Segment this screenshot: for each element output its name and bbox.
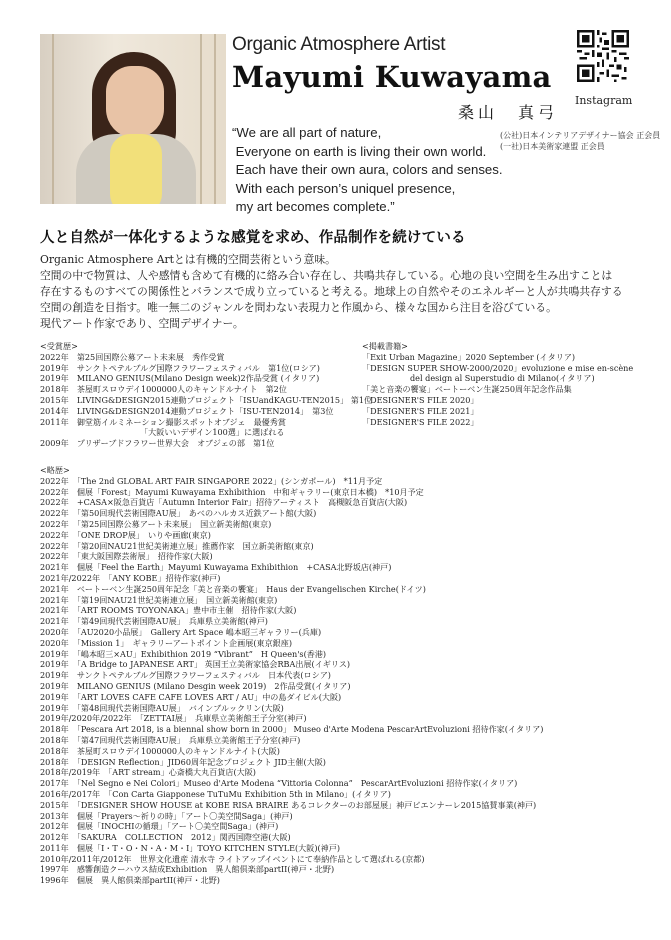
awards-row (40, 406, 372, 417)
history-year: 2021年 (40, 594, 69, 605)
history-row (40, 638, 543, 649)
history-row (40, 573, 543, 584)
history-year: 2010年/2011年/2012年 (40, 853, 132, 864)
awards-text: 茶屋町スロウデイ1000000人のキャンドルナイト 第2位 (76, 384, 287, 395)
awards-row (40, 395, 372, 406)
artist-name-jp: 桑山 真弓 (458, 103, 559, 122)
history-row (40, 649, 543, 660)
association-item: (公社)日本インテリアデザイナー協会 正会員 (500, 131, 661, 140)
awards-heading: <受賞歴> (40, 341, 78, 351)
history-text: 「DESIGN Reflection」JID60周年記念プロジェクト JID主催(大阪) (76, 756, 326, 767)
history-row (40, 497, 543, 508)
history-section (40, 465, 543, 886)
history-row (40, 530, 543, 541)
history-row (40, 713, 543, 724)
history-year: 2017年 (40, 778, 69, 789)
artist-photo (40, 34, 226, 204)
history-year: 1997年 (40, 864, 69, 875)
history-heading: <略歴> (40, 465, 70, 475)
history-row (40, 584, 543, 595)
history-year: 2022年 (40, 540, 69, 551)
history-year: 2022年 (40, 518, 69, 529)
history-year: 2021年 (40, 583, 69, 594)
history-row (40, 778, 543, 789)
history-text: 「Mission 1」 ギャラリーアートポイント企画展(東京銀座) (76, 637, 293, 648)
history-text: 世界文化遺産 清水寺 ライトアップイベントにて奉納作品として選ばれる(京都) (139, 853, 425, 864)
history-row (40, 551, 543, 562)
history-row (40, 670, 543, 681)
publication-item: del design al Superstudio di Milano(イタリア) (410, 373, 595, 384)
history-year: 2019年 (40, 680, 69, 691)
intro-line: 空間の創造を目指す。唯一無二のジャンルを問わない表現力と作風から、様々な国から注目を浴びている。 (40, 301, 557, 314)
intro-line: 存在するものすべての関係性とバランスで成り立っていると考える。地球上の自然やそのエネルギーと人が共鳴共存する (40, 285, 623, 298)
history-text: 「第49回現代芸術国際AU展」 兵庫県立美術館(神戸) (76, 616, 268, 627)
history-text: 感響創造クーハウス結成Exhibition 異人館倶楽部partII(神戸・北野) (76, 864, 335, 875)
history-year: 2012年 (40, 821, 69, 832)
awards-text: 御堂筋イルミネーション撮影スポットオブジェ 最優秀賞 (76, 416, 286, 427)
awards-text: LIVING&DESIGN2015連動プロジェクト「ISUandKAGU-TEN2015」 第1位 (76, 394, 373, 405)
headline: 人と自然が一体化するような感覚を求め、作品制作を続けている (40, 229, 466, 246)
history-text: 「ANY KOBE」招待作家(神戸) (108, 572, 221, 583)
history-year: 2015年 (40, 799, 69, 810)
awards-year: 2019年 (40, 373, 69, 384)
awards-year: 2014年 (40, 405, 69, 416)
history-row (40, 724, 543, 735)
awards-row (40, 427, 372, 438)
publication-item: 「美と音楽の饗宴」ベートーベン生誕250周年記念作品集 (362, 384, 572, 395)
history-year: 2022年 (40, 475, 69, 486)
awards-text: プリザーブドフラワー世界大会 オブジェの部 第1位 (76, 438, 275, 449)
history-text: 「ZETTAI展」 兵庫県立美術館王子分室(神戸) (139, 713, 307, 724)
history-row (40, 843, 543, 854)
history-text: 個展「I・T・O・N・A・M・I」TOYO KITCHEN STYLE(大阪)(神戸) (76, 842, 341, 853)
publication-item: 「DESIGNER'S FILE 2021」 (362, 405, 479, 416)
history-row (40, 605, 543, 616)
history-year: 2021年/2022年 (40, 572, 101, 583)
history-year: 2018年 (40, 734, 69, 745)
history-row (40, 800, 543, 811)
awards-row (40, 352, 372, 363)
awards-year: 2018年 (40, 384, 69, 395)
history-row (40, 487, 543, 498)
awards-year: 2009年 (40, 438, 69, 449)
history-text: 個展 異人館倶楽部partII(神戸・北野) (76, 875, 220, 886)
history-row (40, 627, 543, 638)
history-row (40, 864, 543, 875)
awards-text: サンクトペテルブルグ国際フラワーフェスティバル 第1位(ロシア) (76, 362, 320, 373)
awards-text: 「大阪いいデザイン100選」に選ばれる (144, 427, 285, 438)
history-row (40, 854, 543, 865)
history-text: 「第50回現代芸術国際AU展」 あべのハルカス近鉄アート館(大阪) (76, 508, 317, 519)
history-row (40, 832, 543, 843)
history-text: サンクトペテルブルグ国際フラワーフェスティバル 日本代表(ロシア) (76, 670, 331, 681)
awards-row (40, 363, 372, 374)
history-year: 2019年 (40, 659, 69, 670)
history-row (40, 789, 543, 800)
history-text: 「ART LOVES CAFE CAFE LOVES ART / AU」中の島ダイビル(大阪) (76, 691, 342, 702)
history-row (40, 703, 543, 714)
history-text: 個展「Prayers～祈りの時」「アート〇美空間Saga」(神戸) (76, 810, 293, 821)
subtitle: Organic Atmosphere Artist (232, 34, 446, 55)
history-year: 2011年 (40, 842, 69, 853)
history-year: 2019年 (40, 702, 69, 713)
history-row (40, 681, 543, 692)
history-year: 1996年 (40, 875, 69, 886)
awards-row (40, 384, 372, 395)
history-year: 2021年 (40, 562, 69, 573)
history-row (40, 875, 543, 886)
history-year: 2022年 (40, 486, 69, 497)
publication-item: 「DESIGNER'S FILE 2020」 (362, 394, 479, 405)
awards-row (40, 438, 372, 449)
history-text: 「Pescara Art 2018, is a biennal show born in 2000」 Museo d'Arte Modena PescarArtEvoluzioni 招待作家(イタリア) (76, 724, 544, 735)
history-text: 「The 2nd GLOBAL ART FAIR SINGAPORE 2022」(シンガポール) *11月予定 (76, 475, 383, 486)
history-year: 2016年/2017年 (40, 788, 101, 799)
history-text: 「第19回NAU21世紀美術連立展」 国立新美術館(東京) (76, 594, 278, 605)
awards-row (40, 417, 372, 428)
history-text: MILANO GENIUS (Milano Desgin week 2019) 2作品受賞(イタリア) (76, 680, 351, 691)
history-year: 2019年 (40, 691, 69, 702)
history-year: 2021年 (40, 616, 69, 627)
qr-label: Instagram (575, 94, 633, 107)
artist-name: Mayumi Kuwayama (232, 60, 552, 94)
publications-section (362, 341, 633, 427)
history-text: 「第47回現代芸術国際AU展」 兵庫県立美術館王子分室(神戸) (76, 734, 301, 745)
history-year: 2022年 (40, 551, 69, 562)
history-year: 2019年 (40, 648, 69, 659)
history-text: 「第20回NAU21世紀美術連立展」推薦作家 国立新美術館(東京) (76, 540, 314, 551)
history-text: 「東大阪国際芸術展」 招待作家(大阪) (76, 551, 213, 562)
awards-row (40, 373, 372, 384)
history-row (40, 757, 543, 768)
history-year: 2019年/2020年/2022年 (40, 713, 132, 724)
history-row (40, 821, 543, 832)
history-text: 茶屋町スロウデイ1000000人のキャンドルナイト(大阪) (76, 745, 280, 756)
history-text: ベートーベン生誕250周年記念「美と音楽の饗宴」 Haus der Evangelischen Kirche(ドイツ) (76, 583, 426, 594)
history-row (40, 746, 543, 757)
intro-text (40, 252, 623, 332)
history-text: 「A Bridge to JAPANESE ART」 英国王立美術家協会RBA出展(イギリス) (76, 659, 351, 670)
awards-year: 2011年 (40, 416, 69, 427)
history-year: 2022年 (40, 497, 69, 508)
history-row (40, 767, 543, 778)
intro-line: Organic Atmosphere Artとは有機的空間芸術という意味。 (40, 253, 336, 266)
history-text: 個展「INOCHIの循環」「アート〇美空間Saga」(神戸) (76, 821, 279, 832)
publication-item: 「DESIGNER'S FILE 2022」 (362, 416, 479, 427)
awards-year: 2022年 (40, 351, 69, 362)
history-row (40, 562, 543, 573)
history-year: 2019年 (40, 670, 69, 681)
history-text: 個展「Forest」Mayumi Kuwayama Exhibithion 中和ギャラリー(東京日本橋) *10月予定 (76, 486, 424, 497)
history-text: +CASA×阪急百貨店「Autumn Interior Fair」招待アーティスト 高槻阪急百貨店(大阪) (76, 497, 408, 508)
history-text: 「SAKURA COLLECTION 2012」関西国際空港(大阪) (76, 832, 291, 843)
awards-text: MILANO GENIUS(Milano Design week)2作品受賞 (イタリア) (76, 373, 320, 384)
history-year: 2020年 (40, 637, 69, 648)
history-text: 「第25回国際公募アート未来展」 国立新美術館(東京) (76, 518, 272, 529)
history-row (40, 659, 543, 670)
publications-heading: <掲載書籍> (362, 341, 408, 351)
history-row (40, 541, 543, 552)
history-text: 「第48回現代芸術国際AU展」 バインブルックリン(大阪) (76, 702, 284, 713)
publication-item: 「Exit Urban Magazine」2020 September (イタリア) (362, 351, 576, 362)
history-row (40, 476, 543, 487)
awards-section (40, 341, 372, 449)
artist-quote: “We are all part of nature, Everyone on earth is living their own world. Each have their own aura, colors and senses. With each person’s uniquel presence, my art becomes complete.” (232, 125, 503, 214)
history-row (40, 692, 543, 703)
history-text: 「DESIGNER SHOW HOUSE at KOBE RISA BRAIRE あるコレクターのお部屋展」神戸ビエンナーレ2015協賛事業(神戸) (76, 799, 537, 810)
history-text: 「Con Carta Giapponese TuTuMu Exhibition 5th in Milano」(イタリア) (108, 788, 391, 799)
history-year: 2020年 (40, 626, 69, 637)
qr-code-icon[interactable] (577, 30, 629, 82)
awards-year: 2015年 (40, 394, 69, 405)
association-item: (一社)日本美術家連盟 正会員 (500, 142, 605, 151)
intro-line: 空間の中で物質は、人や感情も含めて有機的に絡み合い存在し、共鳴共存している。心地の良い空間を生み出すことは (40, 269, 613, 282)
publication-item: 「DESIGN SUPER SHOW-2000/2020」evoluzione e mise en-scène (362, 362, 634, 373)
history-row (40, 811, 543, 822)
awards-text: LIVING&DESIGN2014連動プロジェクト「ISU-TEN2014」 第3位 (76, 405, 334, 416)
history-year: 2018年 (40, 756, 69, 767)
history-text: 「嶋本昭三×AU」Exhibithion 2019 “Vibrant” H Queen's(香港) (76, 648, 327, 659)
history-year: 2018年 (40, 724, 69, 735)
awards-text: 第25回国際公募アート未来展 秀作受賞 (76, 351, 225, 362)
history-year: 2018年 (40, 745, 69, 756)
history-text: 個展「Feel the Earth」Mayumi Kuwayama Exhibithion +CASA北野坂店(神戸) (76, 562, 392, 573)
history-year: 2021年 (40, 605, 69, 616)
history-row (40, 595, 543, 606)
history-year: 2013年 (40, 810, 69, 821)
associations (500, 130, 660, 152)
history-year: 2018年/2019年 (40, 767, 101, 778)
awards-year: 2019年 (40, 362, 69, 373)
history-row (40, 508, 543, 519)
history-text: 「AU2020小品展」 Gallery Art Space 嶋本昭三ギャラリー(兵庫) (76, 626, 322, 637)
history-text: 「Nel Segno e Nei Colori」Museo d'Arte Modena “Vittoria Colonna” PescarArtEvoluzioni 招待作家(イタリア) (76, 778, 518, 789)
history-row (40, 519, 543, 530)
history-year: 2022年 (40, 529, 69, 540)
history-text: 「ART stream」心斎橋大丸百貨店(大阪) (108, 767, 256, 778)
intro-line: 現代アート作家であり、空間デザイナー。 (40, 317, 244, 330)
history-text: 「ONE DROP展」 いりや画廊(東京) (76, 529, 211, 540)
history-row (40, 616, 543, 627)
history-text: 「ART ROOMS TOYONAKA」豊中市主催 招待作家(大阪) (76, 605, 297, 616)
history-row (40, 735, 543, 746)
history-year: 2022年 (40, 508, 69, 519)
history-year: 2012年 (40, 832, 69, 843)
